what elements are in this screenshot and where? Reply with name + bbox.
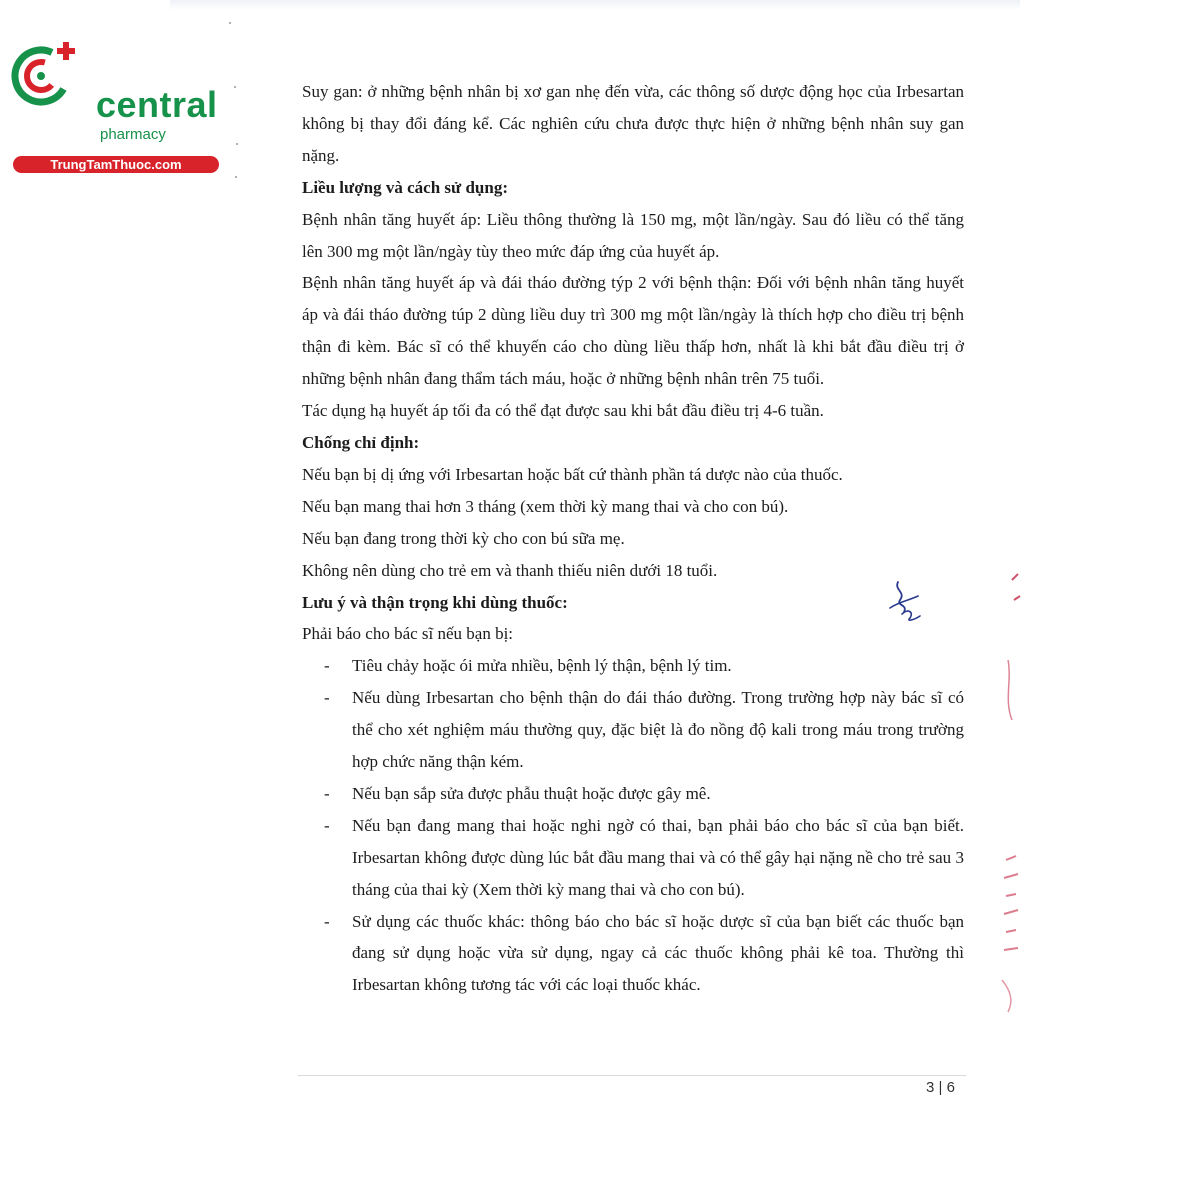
precaution-text: Tiêu chảy hoặc ói mửa nhiều, bệnh lý thận, bệnh lý tim. — [352, 656, 732, 676]
list-item — [302, 810, 964, 906]
list-item — [302, 778, 964, 810]
scan-edge-shadow — [170, 0, 1020, 10]
list-item — [302, 906, 964, 1002]
stamp-fragment — [994, 560, 1022, 1020]
contraindications-heading: Chống chỉ định: — [302, 432, 420, 452]
bullet-dash: - — [324, 815, 330, 835]
bullet-dash: - — [324, 783, 330, 803]
precaution-text: Nếu dùng Irbesartan cho bệnh thận do đái tháo đường. Trong trường hợp này bác sĩ có thể cho xét nghiệm máu thường quy, đặc biệt là đo nồng độ kali trong máu trong trường hợp chức năng thận kém. — [352, 688, 964, 772]
bullet-dash: - — [324, 656, 330, 676]
scan-speck — [235, 176, 237, 178]
precaution-text: Sử dụng các thuốc khác: thông báo cho bác sĩ hoặc dược sĩ của bạn biết các thuốc bạn đang sử dụng hoặc vừa sử dụng, ngay cả các thuốc không phải kê toa. Thường thì Irbesartan không tương tác với các loại thuốc khác. — [352, 911, 964, 995]
contraindication-item: Nếu bạn bị dị ứng với Irbesartan hoặc bất cứ thành phần tá dược nào của thuốc. — [302, 464, 843, 484]
bullet-dash: - — [324, 911, 330, 931]
brand-website[interactable]: TrungTamThuoc.com — [13, 156, 219, 173]
dosage-paragraph: Bệnh nhân tăng huyết áp và đái tháo đường týp 2 với bệnh thận: Đối với bệnh nhân tăng huyết áp và đái tháo đường túp 2 dùng liều duy trì 300 mg một lần/ngày là thích hợp cho điều trị bệnh thận đi kèm. Bác sĩ có thể khuyến cáo cho dùng liều thấp hơn, nhất là khi bắt đầu điều trị ở những bệnh nhân đang thẩm tách máu, hoặc ở những bệnh nhân trên 75 tuổi. — [302, 273, 964, 389]
precautions-intro: Phải báo cho bác sĩ nếu bạn bị: — [302, 624, 514, 644]
bullet-dash: - — [324, 688, 330, 708]
brand-logo — [10, 38, 218, 172]
footer-divider — [298, 1075, 966, 1076]
brand-name: central — [96, 84, 218, 125]
contraindication-item: Không nên dùng cho trẻ em và thanh thiếu niên dưới 18 tuổi. — [302, 560, 718, 580]
signature-mark — [884, 578, 926, 624]
hepatic-impairment-paragraph: Suy gan: ở những bệnh nhân bị xơ gan nhẹ đến vừa, các thông số dược động học của Irbesartan không bị thay đổi đáng kể. Các nghiên cứu chưa được thực hiện ở những bệnh nhân suy gan nặng. — [302, 82, 964, 165]
precaution-text: Nếu bạn đang mang thai hoặc nghi ngờ có thai, bạn phải báo cho bác sĩ của bạn biết. Irbesartan không được dùng lúc bắt đầu mang thai và có thể gây hại nặng nề cho trẻ sau 3 tháng của thai kỳ (Xem thời kỳ mang thai và cho con bú). — [352, 815, 964, 899]
scan-speck — [236, 143, 238, 145]
dosage-heading: Liều lượng và cách sử dụng: — [302, 177, 508, 197]
scan-speck — [234, 86, 236, 88]
list-item — [302, 650, 964, 682]
list-item — [302, 682, 964, 778]
precaution-text: Nếu bạn sắp sửa được phẫu thuật hoặc được gây mê. — [352, 783, 711, 803]
dosage-paragraph: Bệnh nhân tăng huyết áp: Liều thông thường là 150 mg, một lần/ngày. Sau đó liều có thể tăng lên 300 mg một lần/ngày tùy theo mức đáp ứng của huyết áp. — [302, 209, 964, 261]
precautions-heading: Lưu ý và thận trọng khi dùng thuốc: — [302, 592, 568, 612]
contraindication-item: Nếu bạn mang thai hơn 3 tháng (xem thời kỳ mang thai và cho con bú). — [302, 496, 789, 516]
contraindication-item: Nếu bạn đang trong thời kỳ cho con bú sữa mẹ. — [302, 528, 625, 548]
dosage-paragraph: Tác dụng hạ huyết áp tối đa có thể đạt được sau khi bắt đầu điều trị 4-6 tuần. — [302, 401, 824, 421]
pharmacy-cross-icon — [10, 38, 80, 108]
document-body — [302, 76, 964, 1001]
precautions-list — [302, 650, 964, 1001]
page-number: 3 | 6 — [926, 1079, 955, 1096]
brand-subtitle: pharmacy — [100, 126, 166, 143]
scan-speck — [229, 22, 231, 24]
